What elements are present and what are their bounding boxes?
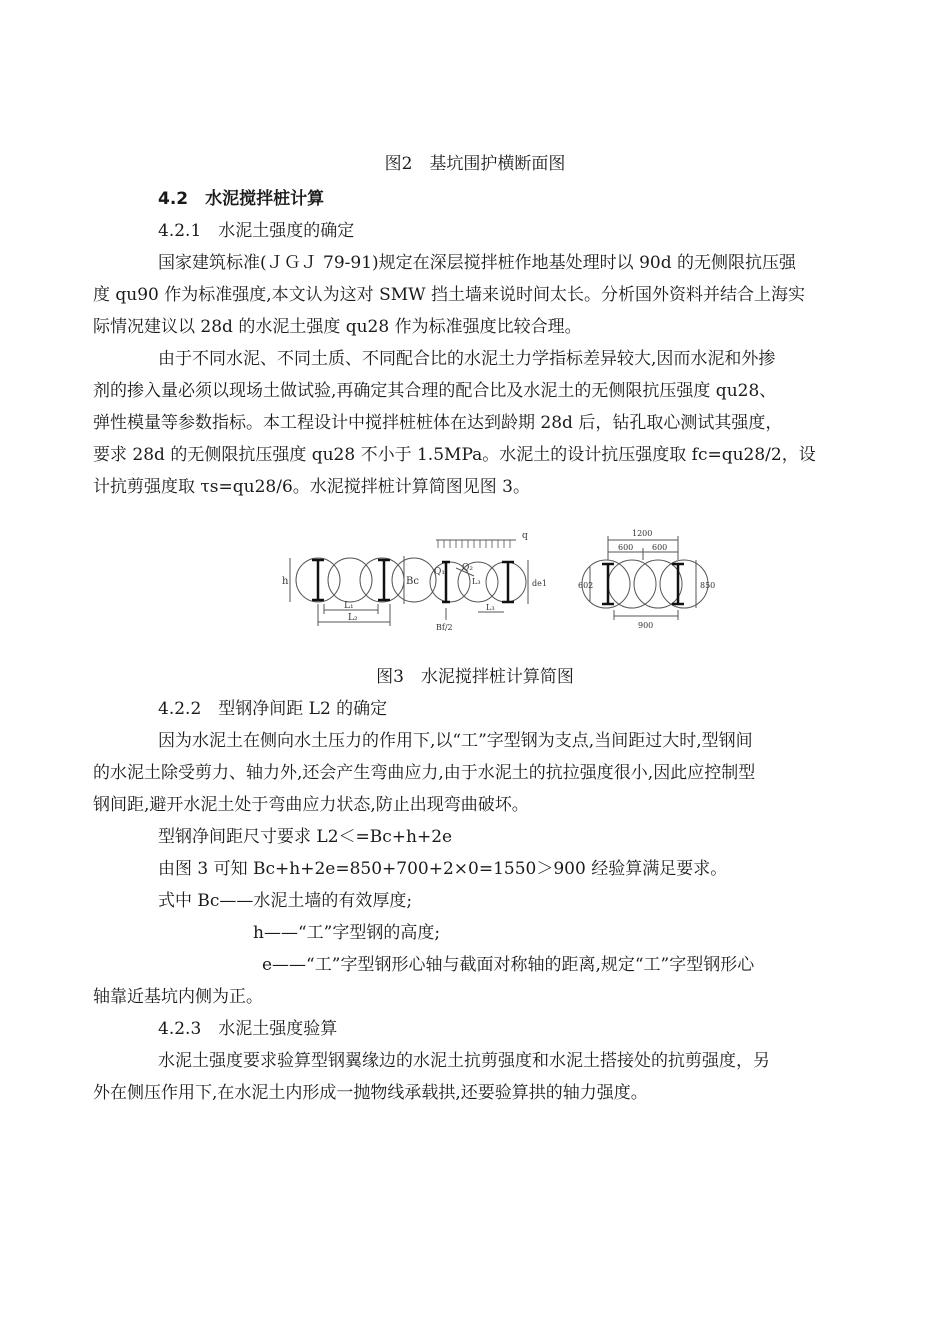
label-l2: L₂ (348, 613, 358, 623)
paragraph-1-line: 度 qu90 作为标准强度,本文认为这对 SMW 挡土墙来说时间太长。分析国外资料并结合上海实 (93, 285, 806, 305)
label-bc: Bc (406, 576, 419, 587)
calculation-line: 由图 3 可知 Bc+h+2e=850+700+2×0=1550＞900 经验算满足要求。 (158, 859, 728, 879)
paragraph-2-line: 要求 28d 的无侧限抗压强度 qu28 不小于 1.5MPa。水泥土的设计抗压强度取 fc=qu28/2，设 (93, 445, 816, 465)
label-l3-lower: L₃ (486, 603, 495, 612)
paragraph-2-line: 计抗剪强度取 τs=qu28/6。水泥搅拌桩计算简图见图 3。 (93, 477, 531, 497)
section-heading-4-2: 4.2 水泥搅拌桩计算 (158, 189, 325, 209)
label-602: 602 (578, 581, 594, 590)
paragraph-1-line: 际情况建议以 28d 的水泥土强度 qu28 作为标准强度比较合理。 (93, 317, 582, 337)
subsection-heading-4-2-2: 4.2.2 型钢净间距 L2 的确定 (158, 699, 388, 719)
paragraph-3-line: 的水泥土除受剪力、轴力外,还会产生弯曲应力,由于水泥土的抗拉强度很小,因此应控制型 (93, 763, 756, 783)
label-900: 900 (638, 621, 654, 630)
figure-3-diagram (278, 524, 718, 636)
definition-e-line-1: e——“工”字型钢形心轴与截面对称轴的距离,规定“工”字型钢形心 (262, 955, 755, 975)
label-850: 850 (700, 581, 716, 590)
paragraph-3-line: 因为水泥土在侧向水土压力的作用下,以“工”字型钢为支点,当间距过大时,型钢间 (158, 731, 753, 751)
paragraph-2-line: 弹性模量等参数指标。本工程设计中搅拌桩桩体在达到龄期 28d 后，钻孔取心测试其强度， (93, 413, 783, 433)
label-l3-upper: L₃ (472, 577, 481, 586)
label-l1: L₁ (344, 601, 354, 611)
paragraph-1-line: 国家建筑标准(ＪＧＪ 79-91)规定在深层搅拌桩作地基处理时以 90d 的无侧限抗压强 (158, 253, 796, 273)
figure-2-caption: 图2 基坑围护横断面图 (384, 154, 566, 174)
label-q: q (522, 531, 528, 541)
paragraph-2-line: 剂的掺入量必须以现场土做试验,再确定其合理的配合比及水泥土的无侧限抗压强度 qu28、 (93, 381, 777, 401)
label-bf2: Bf/2 (436, 623, 453, 632)
paragraph-4-line: 水泥土强度要求验算型钢翼缘边的水泥土抗剪强度和水泥土搭接处的抗剪强度，另 (158, 1051, 770, 1071)
subsection-heading-4-2-3: 4.2.3 水泥土强度验算 (158, 1019, 338, 1039)
subsection-heading-4-2-1: 4.2.1 水泥土强度的确定 (158, 221, 355, 241)
paragraph-3-line: 钢间距,避开水泥土处于弯曲应力状态,防止出现弯曲破坏。 (93, 795, 529, 815)
definition-h: h——“工”字型钢的高度; (253, 923, 441, 943)
label-de1: de1 (532, 579, 547, 588)
label-q2: Q₂ (462, 563, 473, 573)
label-600-right: 600 (652, 543, 668, 552)
label-h: h (282, 576, 289, 587)
panel-1-section (290, 556, 436, 626)
label-600-left: 600 (618, 543, 634, 552)
requirement-line: 型钢净间距尺寸要求 L2＜=Bc+h+2e (158, 827, 453, 847)
paragraph-4-line: 外在侧压作用下,在水泥土内形成一抛物线承载拱,还要验算拱的轴力强度。 (93, 1083, 648, 1103)
paragraph-2-line: 由于不同水泥、不同土质、不同配合比的水泥土力学指标差异较大,因而水泥和外掺 (158, 349, 776, 369)
panel-3-dimensions (582, 536, 708, 620)
label-q1: Q₁ (434, 567, 445, 577)
figure-3-caption: 图3 水泥搅拌桩计算简图 (376, 667, 574, 687)
definition-e-line-2: 轴靠近基坑内侧为正。 (93, 987, 263, 1007)
label-1200: 1200 (632, 529, 653, 538)
definition-bc: 式中 Bc——水泥土墙的有效厚度; (158, 891, 413, 911)
